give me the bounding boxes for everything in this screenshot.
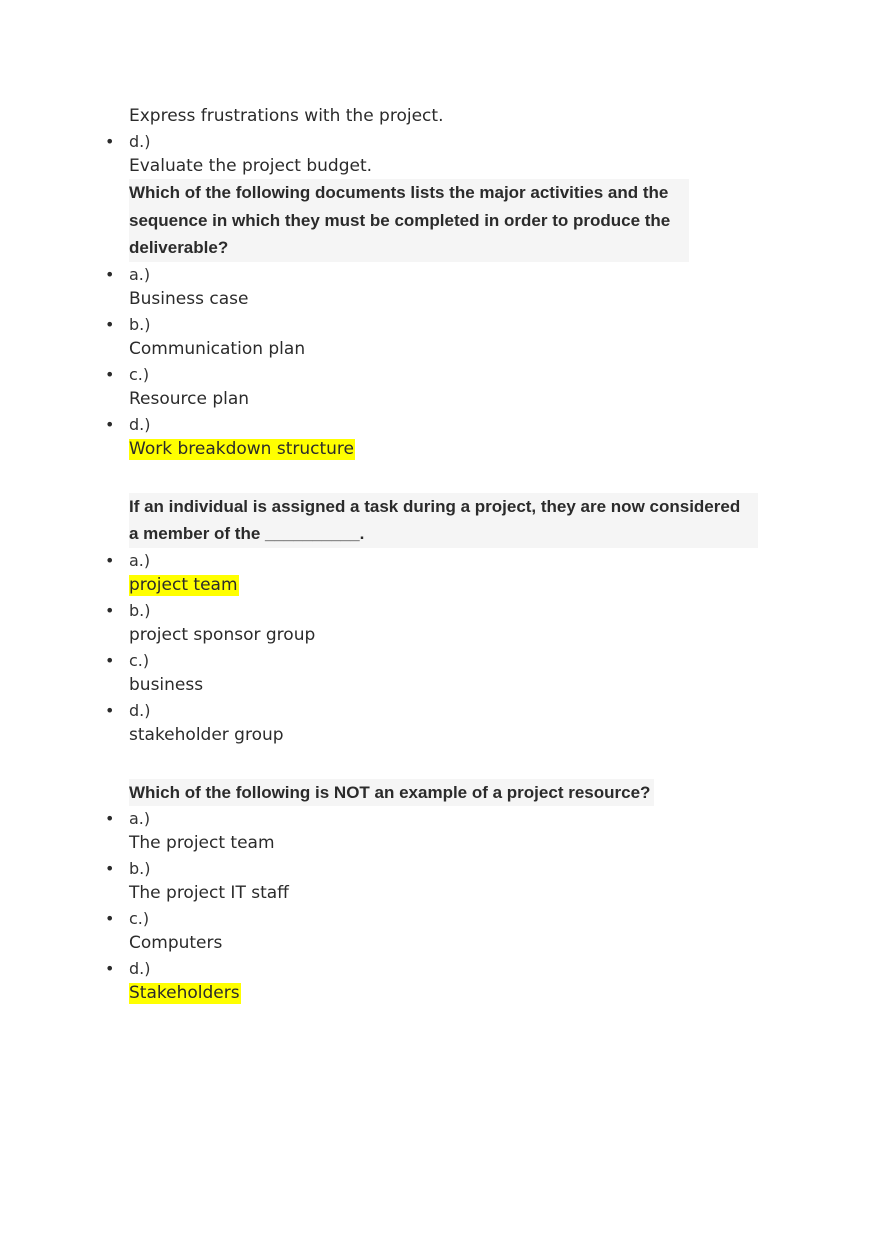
answer-text: Computers [129, 933, 223, 953]
option-letter: a.) [129, 264, 151, 284]
option-letter-row [105, 648, 769, 673]
question-prompt: Which of the following is NOT an example of a project resource? [129, 779, 654, 807]
bullet-icon: • [105, 600, 115, 620]
option-letter-row [105, 956, 769, 981]
answer-text: Business case [129, 288, 249, 309]
answer-text: Communication plan [129, 338, 306, 359]
option-letter: a.) [129, 550, 151, 570]
option-text [129, 573, 769, 598]
bullet-icon: • [105, 550, 115, 570]
option-text [129, 623, 769, 648]
option-letter-row [105, 262, 769, 287]
question-block [129, 779, 769, 807]
option-text [129, 981, 769, 1006]
bullet-icon: • [105, 959, 115, 978]
highlighted-answer: project team [129, 574, 238, 595]
bullet-icon: • [105, 364, 115, 384]
question-prompt: If an individual is assigned a task during a project, they are now considered a member of the __________. [129, 493, 758, 548]
answer-text: The project IT staff [129, 883, 289, 903]
option-text [129, 673, 769, 698]
bullet-icon: • [105, 809, 115, 828]
option-letter-row [105, 598, 769, 623]
option-text [129, 387, 769, 412]
highlighted-answer: Stakeholders [129, 983, 240, 1003]
highlighted-answer: Work breakdown structure [129, 438, 355, 459]
bullet-icon: • [105, 909, 115, 928]
option-letter-row [105, 698, 769, 723]
option-letter: a.) [129, 809, 151, 828]
option-letter-row [105, 906, 769, 931]
option-letter-row [105, 362, 769, 387]
option-letter-row [105, 548, 769, 573]
bullet-icon: • [105, 414, 115, 434]
option-c-text: Express frustrations with the project. [129, 106, 444, 126]
answer-text: The project team [129, 833, 275, 853]
spacer [129, 462, 769, 493]
question-block [129, 493, 769, 548]
option-letter-row [105, 806, 769, 831]
option-text [129, 287, 769, 312]
option-d-text: Evaluate the project budget. [129, 156, 373, 176]
answer-text: project sponsor group [129, 624, 316, 645]
option-letter: d.) [129, 959, 151, 978]
answer-text: stakeholder group [129, 724, 284, 745]
bullet-icon: • [105, 650, 115, 670]
option-text [129, 104, 769, 129]
bullet-icon: • [105, 132, 115, 151]
option-text [129, 931, 769, 956]
option-text [129, 881, 769, 906]
option-letter: d.) [129, 700, 151, 720]
option-letter: b.) [129, 600, 151, 620]
option-text [129, 723, 769, 748]
option-letter: d.) [129, 132, 151, 151]
bullet-icon: • [105, 264, 115, 284]
spacer [129, 748, 769, 779]
answer-text: business [129, 674, 204, 695]
option-text [129, 831, 769, 856]
quiz-content [105, 104, 769, 1006]
option-text [129, 154, 769, 179]
question-prompt: Which of the following documents lists the major activities and the sequence in which they must be completed in order to produce the deliverable? [129, 179, 689, 262]
option-letter: c.) [129, 909, 150, 928]
option-text [129, 437, 769, 462]
option-letter: c.) [129, 650, 150, 670]
answer-text: Resource plan [129, 388, 250, 409]
option-letter: b.) [129, 859, 151, 878]
option-letter-row [105, 129, 769, 154]
bullet-icon: • [105, 700, 115, 720]
option-text [129, 337, 769, 362]
bullet-icon: • [105, 314, 115, 334]
option-letter-row [105, 856, 769, 881]
option-letter-row [105, 312, 769, 337]
option-letter: c.) [129, 364, 150, 384]
option-letter: d.) [129, 414, 151, 434]
question-block [129, 179, 769, 262]
option-letter: b.) [129, 314, 151, 334]
bullet-icon: • [105, 859, 115, 878]
option-letter-row [105, 412, 769, 437]
